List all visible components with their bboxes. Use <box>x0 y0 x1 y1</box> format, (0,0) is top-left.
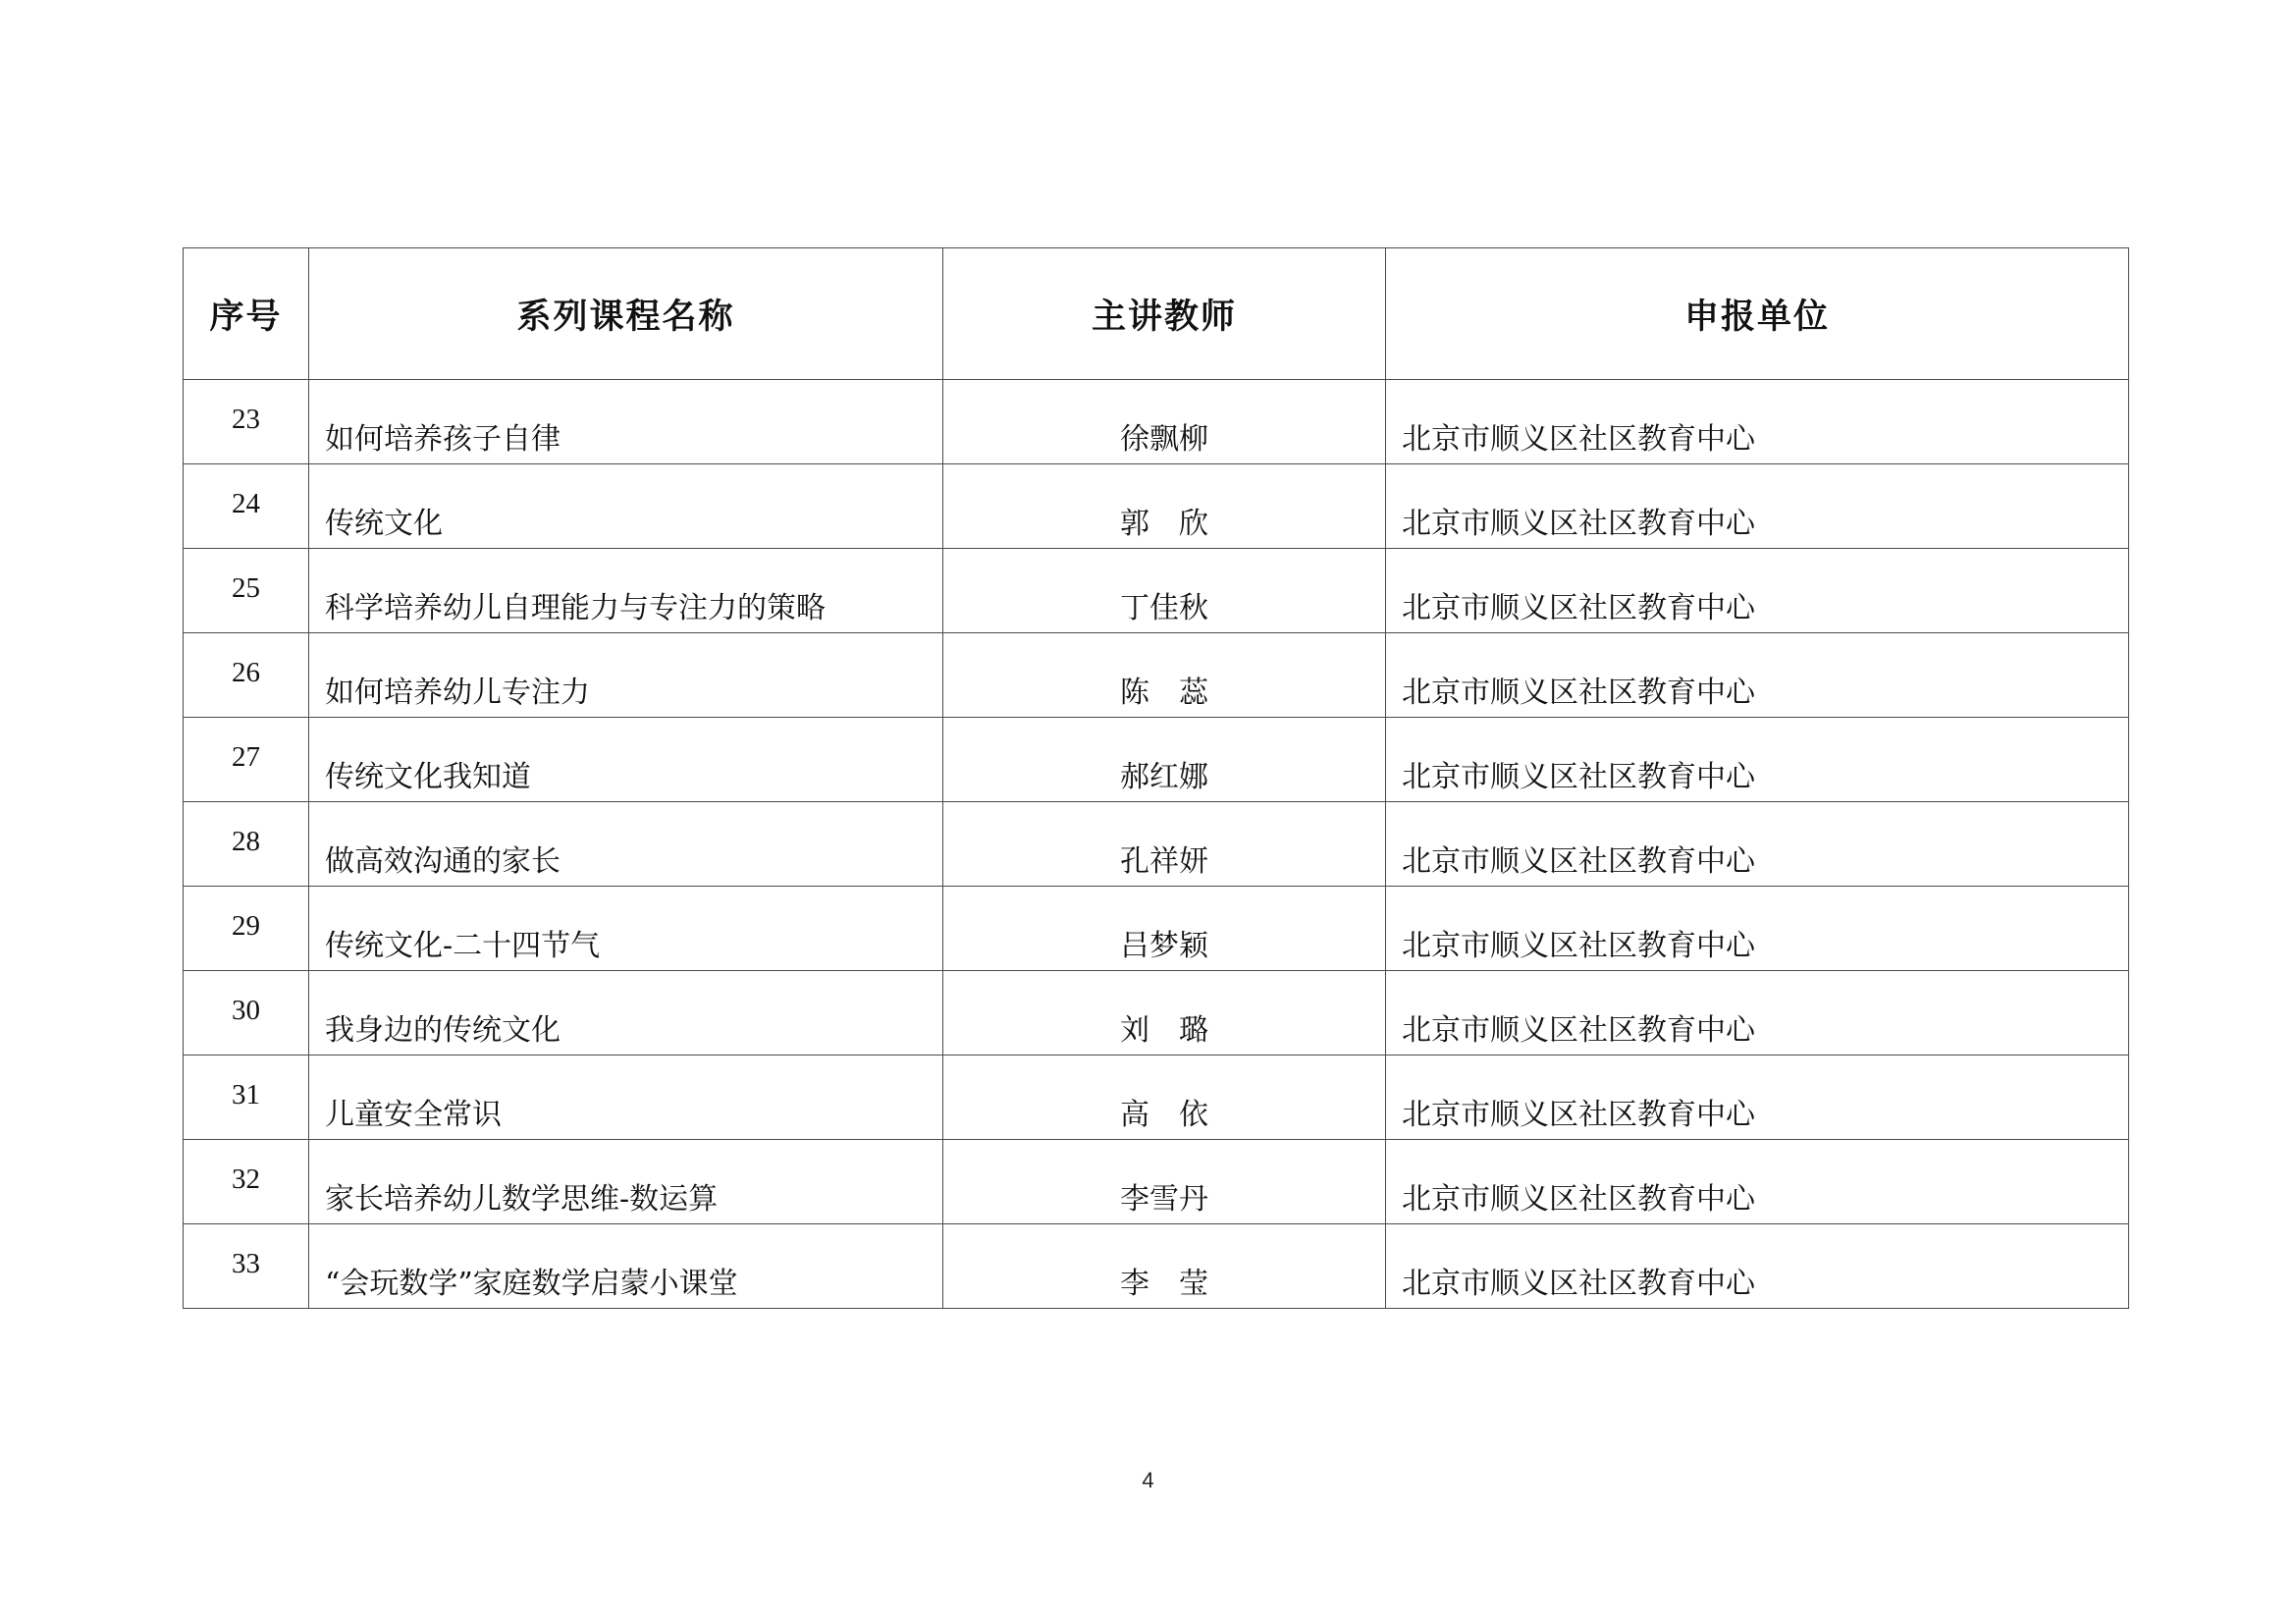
row-teacher-cell <box>943 380 1386 464</box>
row-unit-cell <box>1386 802 2129 887</box>
row-teacher: 郝红娜 <box>1120 760 1208 794</box>
row-unit: 北京市顺义区社区教育中心 <box>1402 676 1755 710</box>
row-index-cell <box>184 1140 309 1224</box>
page-number: 4 <box>1142 1468 1154 1492</box>
row-index-cell <box>184 1056 309 1140</box>
row-unit: 北京市顺义区社区教育中心 <box>1402 1267 1755 1301</box>
row-teacher: 李 莹 <box>1120 1267 1208 1301</box>
row-course-name-cell <box>309 633 943 718</box>
row-course-name-cell <box>309 971 943 1056</box>
row-course-name-cell <box>309 887 943 971</box>
row-index: 24 <box>232 488 260 519</box>
header-index: 序号 <box>184 248 309 380</box>
table-body <box>184 380 2129 1309</box>
row-index: 29 <box>232 910 260 942</box>
row-teacher-cell <box>943 802 1386 887</box>
row-teacher-cell <box>943 718 1386 802</box>
row-unit: 北京市顺义区社区教育中心 <box>1402 760 1755 794</box>
row-index: 33 <box>232 1248 260 1279</box>
row-course-name-cell <box>309 1140 943 1224</box>
row-unit: 北京市顺义区社区教育中心 <box>1402 1013 1755 1048</box>
row-teacher: 陈 蕊 <box>1120 676 1208 710</box>
row-index-cell <box>184 464 309 549</box>
header-teacher: 主讲教师 <box>943 248 1386 380</box>
row-unit-cell <box>1386 1056 2129 1140</box>
row-unit-cell <box>1386 971 2129 1056</box>
row-teacher-cell <box>943 1224 1386 1309</box>
row-course-name-cell <box>309 1224 943 1309</box>
row-unit-cell <box>1386 464 2129 549</box>
row-teacher: 吕梦颖 <box>1120 929 1208 963</box>
row-index-cell <box>184 802 309 887</box>
row-teacher: 李雪丹 <box>1120 1182 1208 1217</box>
row-teacher: 孔祥妍 <box>1120 844 1208 879</box>
row-teacher-cell <box>943 1140 1386 1224</box>
table-row <box>184 549 2129 633</box>
row-index: 25 <box>232 572 260 604</box>
row-unit: 北京市顺义区社区教育中心 <box>1402 591 1755 625</box>
row-teacher: 高 依 <box>1120 1098 1208 1132</box>
table-header <box>184 248 2129 380</box>
row-unit: 北京市顺义区社区教育中心 <box>1402 929 1755 963</box>
row-teacher: 郭 欣 <box>1120 507 1208 541</box>
row-course-name-cell <box>309 380 943 464</box>
row-teacher-cell <box>943 971 1386 1056</box>
row-index-cell <box>184 887 309 971</box>
row-teacher-cell <box>943 464 1386 549</box>
row-index-cell <box>184 718 309 802</box>
row-index: 31 <box>232 1079 260 1110</box>
row-course-name-cell <box>309 549 943 633</box>
row-course-name-cell <box>309 1056 943 1140</box>
row-unit-cell <box>1386 1224 2129 1309</box>
row-teacher: 刘 璐 <box>1120 1013 1208 1048</box>
row-unit: 北京市顺义区社区教育中心 <box>1402 844 1755 879</box>
row-unit-cell <box>1386 887 2129 971</box>
row-course-name: 家长培养幼儿数学思维-数运算 <box>325 1182 719 1217</box>
row-unit: 北京市顺义区社区教育中心 <box>1402 1182 1755 1217</box>
row-course-name: 如何培养孩子自律 <box>325 422 561 457</box>
row-index: 28 <box>232 826 260 857</box>
table-row <box>184 887 2129 971</box>
row-index: 27 <box>232 741 260 773</box>
row-unit: 北京市顺义区社区教育中心 <box>1402 422 1755 457</box>
row-unit-cell <box>1386 549 2129 633</box>
row-course-name: 儿童安全常识 <box>325 1098 502 1132</box>
table-row <box>184 718 2129 802</box>
row-course-name-cell <box>309 802 943 887</box>
row-index-cell <box>184 1224 309 1309</box>
row-course-name: 我身边的传统文化 <box>325 1013 561 1048</box>
row-teacher: 丁佳秋 <box>1120 591 1208 625</box>
row-index-cell <box>184 549 309 633</box>
row-unit-cell <box>1386 633 2129 718</box>
row-unit-cell <box>1386 1140 2129 1224</box>
row-index: 30 <box>232 995 260 1026</box>
row-course-name-cell <box>309 464 943 549</box>
header-row <box>184 248 2129 380</box>
table-row <box>184 380 2129 464</box>
row-unit: 北京市顺义区社区教育中心 <box>1402 1098 1755 1132</box>
row-unit-cell <box>1386 718 2129 802</box>
row-unit-cell <box>1386 380 2129 464</box>
row-index-cell <box>184 971 309 1056</box>
header-unit: 申报单位 <box>1386 248 2129 380</box>
row-teacher: 徐飘柳 <box>1120 422 1208 457</box>
row-course-name: 如何培养幼儿专注力 <box>325 676 590 710</box>
row-course-name: 传统文化-二十四节气 <box>325 929 601 963</box>
table-row <box>184 802 2129 887</box>
header-course-name: 系列课程名称 <box>309 248 943 380</box>
table-row <box>184 971 2129 1056</box>
row-course-name: 传统文化我知道 <box>325 760 531 794</box>
table-row <box>184 1056 2129 1140</box>
row-unit: 北京市顺义区社区教育中心 <box>1402 507 1755 541</box>
row-teacher-cell <box>943 887 1386 971</box>
row-course-name-cell <box>309 718 943 802</box>
row-index-cell <box>184 633 309 718</box>
table-row <box>184 464 2129 549</box>
row-index: 23 <box>232 404 260 435</box>
course-table <box>183 247 2129 1309</box>
row-index-cell <box>184 380 309 464</box>
row-course-name: “会玩数学”家庭数学启蒙小课堂 <box>325 1267 738 1301</box>
row-teacher-cell <box>943 1056 1386 1140</box>
table-row <box>184 1224 2129 1309</box>
row-course-name: 传统文化 <box>325 507 443 541</box>
table-row <box>184 1140 2129 1224</box>
row-index: 26 <box>232 657 260 688</box>
table-row <box>184 633 2129 718</box>
row-teacher-cell <box>943 633 1386 718</box>
row-teacher-cell <box>943 549 1386 633</box>
row-course-name: 做高效沟通的家长 <box>325 844 561 879</box>
row-index: 32 <box>232 1164 260 1195</box>
row-course-name: 科学培养幼儿自理能力与专注力的策略 <box>325 591 826 625</box>
